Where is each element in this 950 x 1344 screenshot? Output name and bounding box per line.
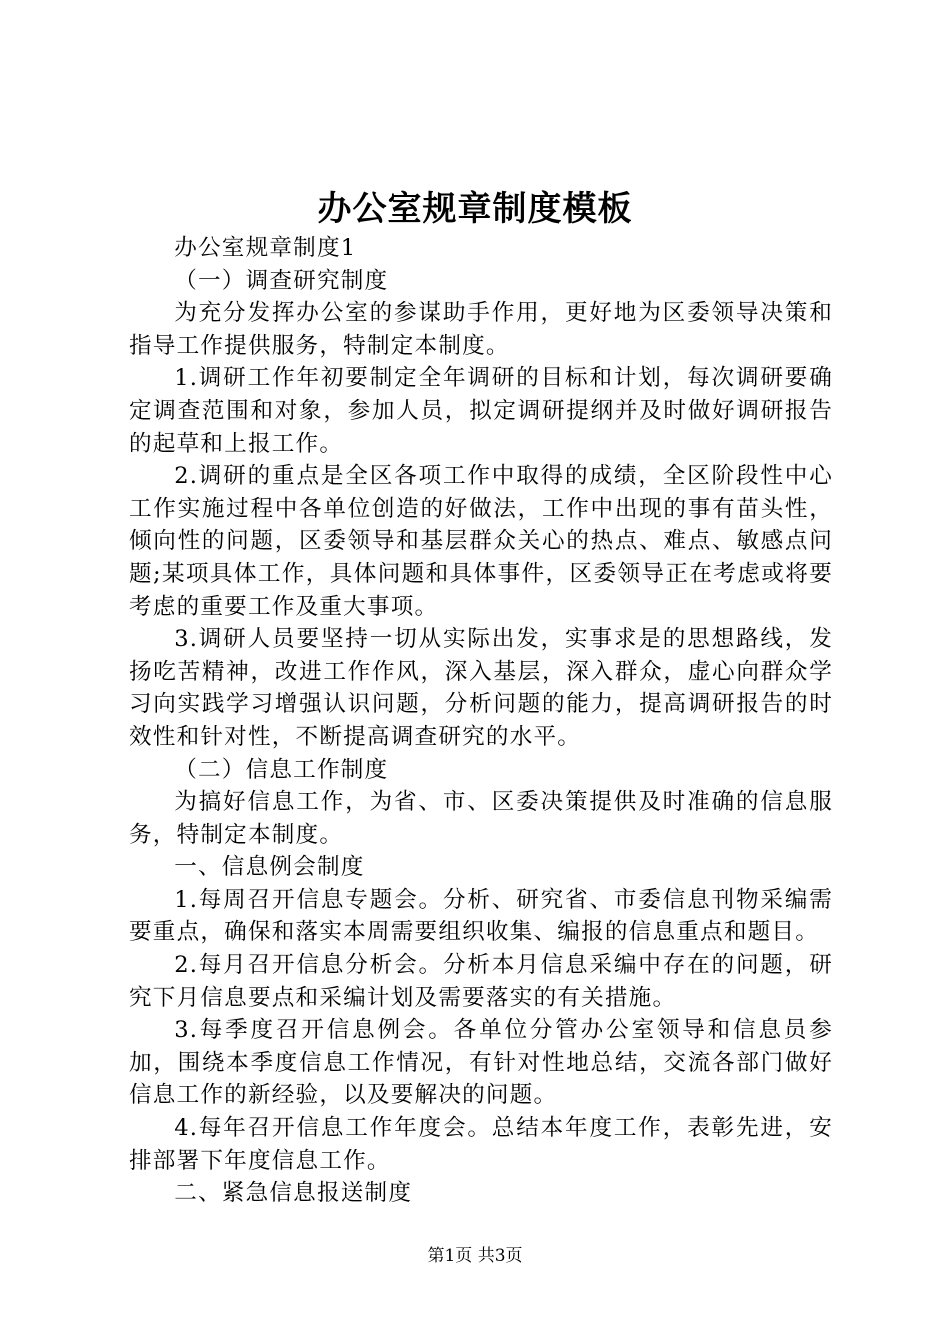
paragraph: 3.每季度召开信息例会。各单位分管办公室领导和信息员参加，围绕本季度信息工作情况，有针对性地总结，交流各部门做好信息工作的新经验，以及要解决的问题。 — [129, 1017, 833, 1109]
section-heading-1: （一）调查研究制度 — [174, 267, 389, 294]
paragraph: 2.调研的重点是全区各项工作中取得的成绩，全区阶段性中心工作实施过程中各单位创造的好做法，工作中出现的事有苗头性，倾向性的问题，区委领导和基层群众关心的热点、难点、敏感点问题;某项具体工作，具体问题和具体事件，区委领导正在考虑或将要考虑的重要工作及重大事项。 — [129, 463, 833, 620]
paragraph-heading-1: 办公室规章制度1 — [174, 235, 357, 261]
paragraph: 为充分发挥办公室的参谋助手作用，更好地为区委领导决策和指导工作提供服务，特制定本制度。 — [129, 300, 833, 359]
paragraph: 1.每周召开信息专题会。分析、研究省、市委信息刊物采编需要重点，确保和落实本周需要组织收集、编报的信息重点和题目。 — [129, 886, 833, 946]
paragraph: 4.每年召开信息工作年度会。总结本年度工作，表彰先进，安排部署下年度信息工作。 — [129, 1115, 833, 1174]
paragraph: 为搞好信息工作，为省、市、区委决策提供及时准确的信息服务，特制定本制度。 — [129, 789, 833, 848]
paragraph: 3.调研人员要坚持一切从实际出发，实事求是的思想路线，发扬吃苦精神，改进工作作风，深入基层，深入群众，虚心向群众学习向实践学习增强认识问题，分析问题的能力，提高调研报告的时效性和针对性，不断提高调查研究的水平。 — [129, 626, 833, 750]
subsection-heading-2: 二、紧急信息报送制度 — [174, 1180, 413, 1207]
document-body — [129, 232, 833, 1210]
section-heading-2: （二）信息工作制度 — [174, 756, 389, 783]
subsection-heading-1: 一、信息例会制度 — [174, 854, 365, 881]
paragraph: 1.调研工作年初要制定全年调研的目标和计划，每次调研要确定调查范围和对象，参加人员，拟定调研提纲并及时做好调研报告的起草和上报工作。 — [129, 365, 833, 457]
document-title: 办公室规章制度模板 — [317, 189, 633, 229]
paragraph: 2.每月召开信息分析会。分析本月信息采编中存在的问题，研究下月信息要点和采编计划及需要落实的有关措施。 — [129, 952, 833, 1011]
page-footer: 第1页 共3页 — [427, 1246, 523, 1266]
